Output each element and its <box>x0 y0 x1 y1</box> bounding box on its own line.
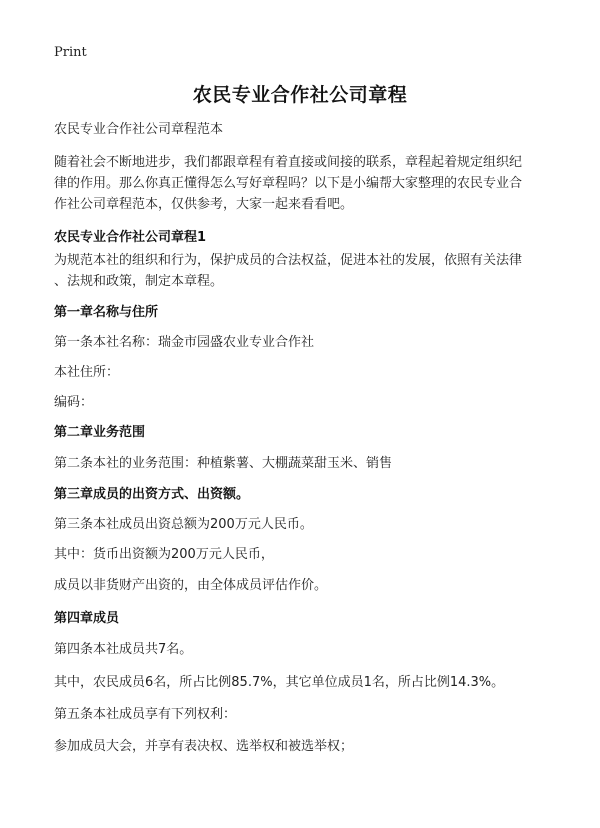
article-4: 第四条本社成员共7名。 <box>54 642 193 657</box>
print-link[interactable]: Print <box>54 45 87 60</box>
nonmonetary-contribution: 成员以非货财产出资的，由全体成员评估作价。 <box>54 578 328 593</box>
address-line: 本社住所： <box>54 365 120 380</box>
chapter-1-heading: 第一章名称与住所 <box>54 305 159 320</box>
intro-line-2: 律的作用。那么你真正懂得怎么写好章程吗？以下是小编帮大家整理的农民专业合 <box>54 176 523 191</box>
chapter-3-heading: 第三章成员的出资方式、出资额。 <box>54 487 250 502</box>
section-title: 农民专业合作社公司章程1 <box>54 230 207 245</box>
intro-line-1: 随着社会不断地进步，我们都跟章程有着直接或间接的联系，章程起着规定组织纪 <box>54 155 523 170</box>
postcode-line: 编码： <box>54 395 94 410</box>
article-1: 第一条本社名称：瑞金市园盛农业专业合作社 <box>54 335 315 350</box>
purpose-line-2: 、法规和政策，制定本章程。 <box>54 274 224 289</box>
page-title: 农民专业合作社公司章程 <box>192 84 408 106</box>
monetary-contribution: 其中：货币出资额为200万元人民币， <box>54 547 274 562</box>
right-1: 参加成员大会，并享有表决权、选举权和被选举权； <box>54 739 354 754</box>
chapter-4-heading: 第四章成员 <box>54 611 120 626</box>
article-2: 第二条本社的业务范围：种植紫薯、大棚蔬菜甜玉米、销售 <box>54 456 393 471</box>
intro-line-3: 作社公司章程范本，仅供参考，大家一起来看看吧。 <box>54 197 354 212</box>
purpose-line-1: 为规范本社的组织和行为，保护成员的合法权益，促进本社的发展，依照有关法律 <box>54 253 523 268</box>
document-subtitle: 农民专业合作社公司章程范本 <box>54 122 224 137</box>
article-3: 第三条本社成员出资总额为200万元人民币。 <box>54 517 313 532</box>
member-composition: 其中，农民成员6名，所占比例85.7%，其它单位成员1名，所占比例14.3%。 <box>54 675 505 690</box>
article-5: 第五条本社成员享有下列权利： <box>54 707 237 722</box>
chapter-2-heading: 第二章业务范围 <box>54 425 146 440</box>
